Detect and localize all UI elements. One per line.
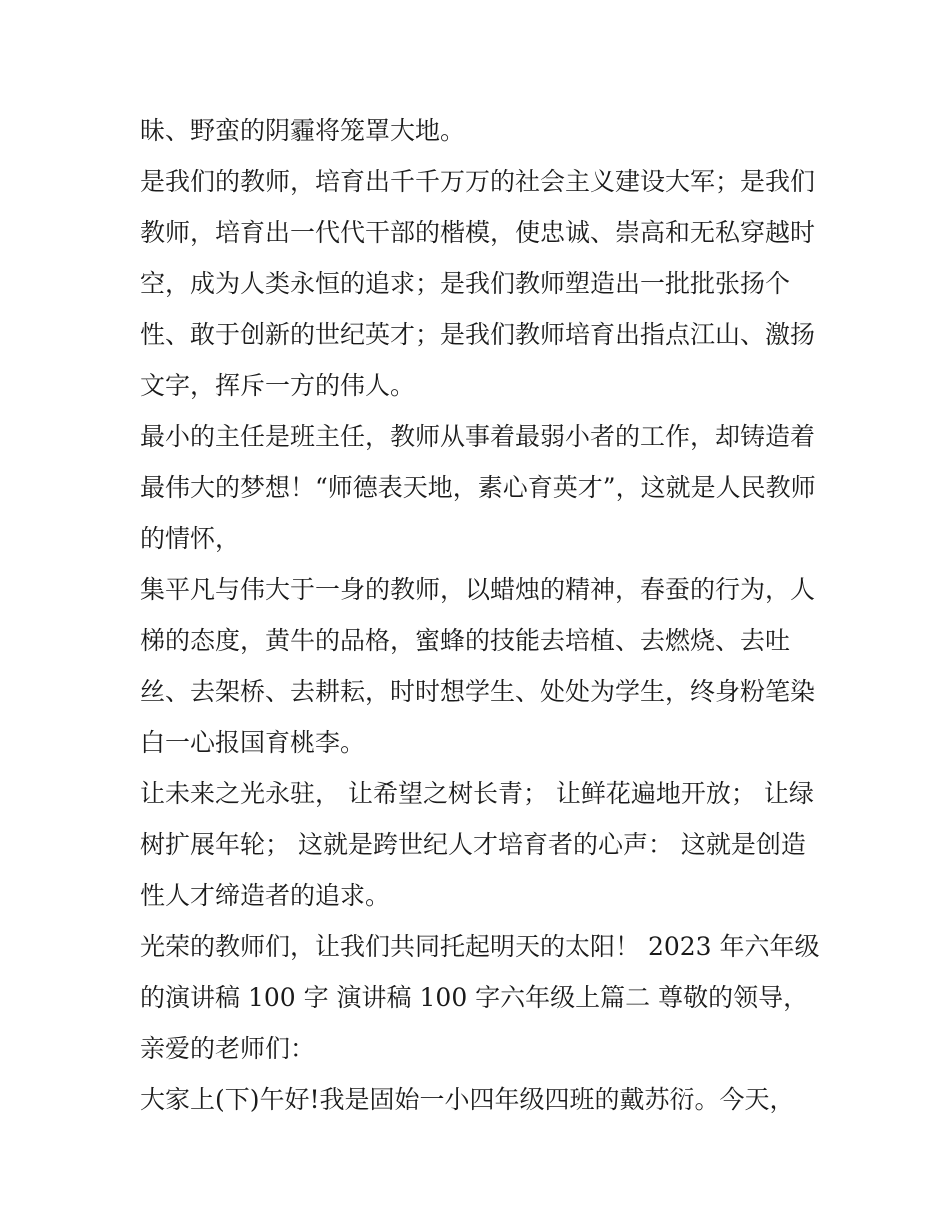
paragraph-1: 昧、野蛮的阴霾将笼罩大地。 xyxy=(140,116,466,145)
paragraph-3: 最小的主任是班主任，教师从事着最弱小者的工作，却铸造着最伟大的梦想！“师德表天地，素心育英才”，这就是人民教师的情怀， xyxy=(140,422,816,553)
document-body xyxy=(140,105,820,1125)
paragraph-5: 让未来之光永驻， 让希望之树长青； 让鲜花遍地开放； 让绿树扩展年轮； 这就是跨世纪人才培育者的心声： 这就是创造性人才缔造者的追求。 xyxy=(140,779,814,910)
paragraph-7: 大家上(下)午好!我是固始一小四年级四班的戴苏衍。今天， xyxy=(140,1085,795,1114)
paragraph-4: 集平凡与伟大于一身的教师，以蜡烛的精神，春蚕的行为，人梯的态度，黄牛的品格，蜜蜂的技能去培植、去燃烧、去吐丝、去架桥、去耕耘，时时想学生、处处为学生，终身粉笔染白一心报国育桃李。 xyxy=(140,575,816,757)
paragraph-2: 是我们的教师，培育出千千万万的社会主义建设大军；是我们教师，培育出一代代干部的楷模，使忠诚、崇高和无私穿越时空，成为人类永恒的追求；是我们教师塑造出一批批张扬个性、敢于创新的世纪英才；是我们教师培育出指点江山、激扬文字，挥斥一方的伟人。 xyxy=(140,167,816,400)
paragraph-6: 光荣的教师们，让我们共同托起明天的太阳！ 2023 年六年级的演讲稿 100 字 演讲稿 100 字六年级上篇二 尊敬的领导，亲爱的老师们： xyxy=(140,932,820,1063)
